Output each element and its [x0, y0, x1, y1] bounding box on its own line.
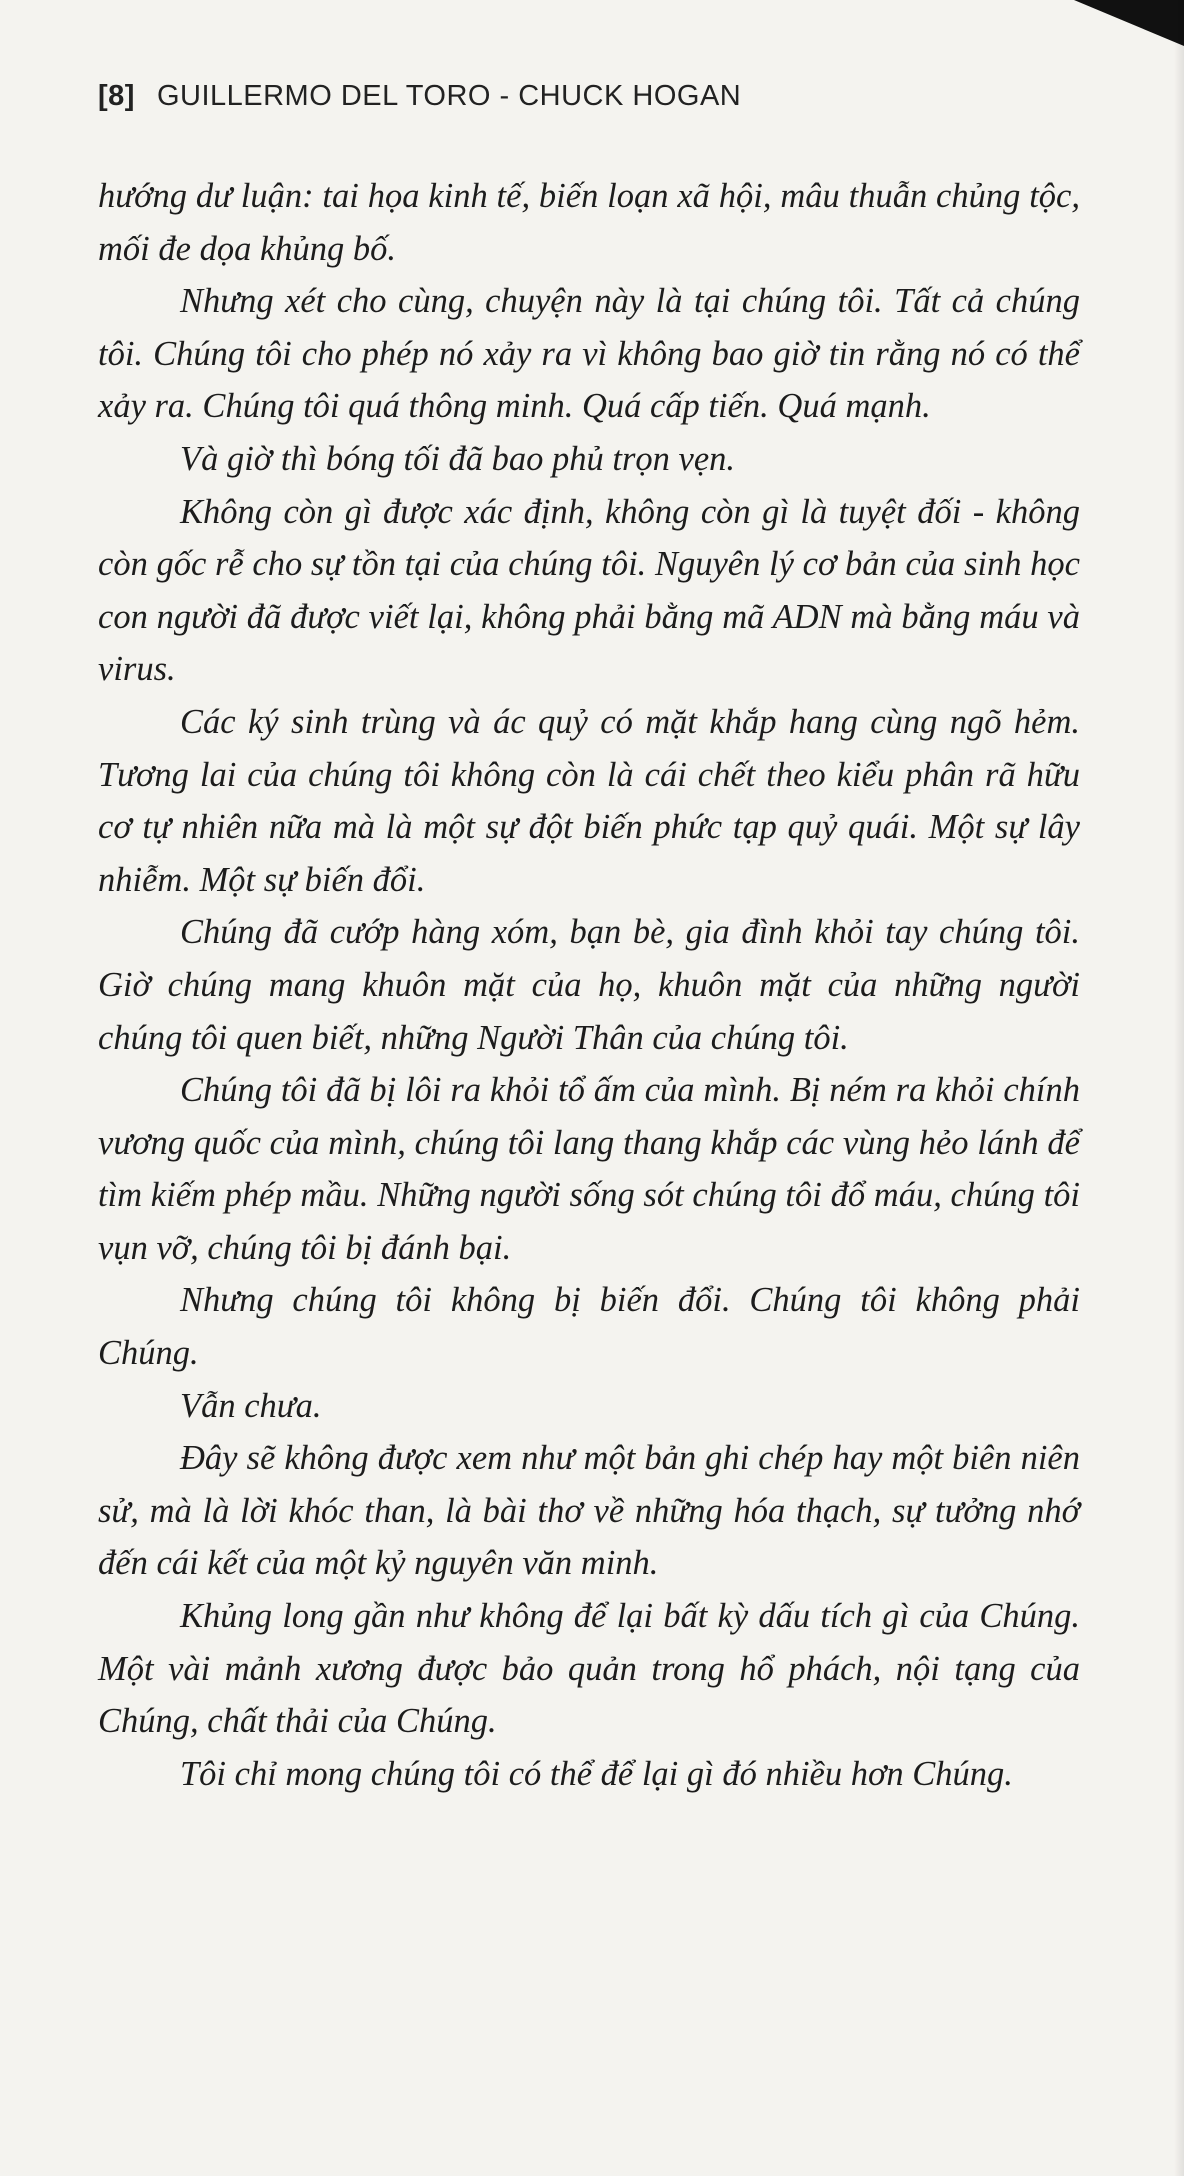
- paragraph-11: Khủng long gần như không để lại bất kỳ dấu tích gì của Chúng. Một vài mảnh xương được bảo quản trong hổ phách, nội tạng của Chúng, chất thải của Chúng.: [98, 1597, 1080, 1741]
- running-header: [98, 80, 741, 113]
- paragraph-5: Các ký sinh trùng và ác quỷ có mặt khắp hang cùng ngõ hẻm. Tương lai của chúng tôi không còn là cái chết theo kiểu phân rã hữu cơ tự nhiên nữa mà là một sự đột biến phức tạp quỷ quái. Một sự lây nhiễm. Một sự biến đổi.: [98, 702, 1080, 899]
- paragraph-10: Đây sẽ không được xem như một bản ghi chép hay một biên niên sử, mà là lời khóc than, là bài thơ về những hóa thạch, sự tưởng nhớ đến cái kết của một kỷ nguyên văn minh.: [98, 1439, 1080, 1583]
- paragraph-12: Tôi chỉ mong chúng tôi có thể để lại gì đó nhiều hơn Chúng.: [180, 1754, 1013, 1793]
- paragraph-1: hướng dư luận: tai họa kinh tế, biến loạn xã hội, mâu thuẫn chủng tộc, mối đe dọa khủng bố.: [98, 177, 1080, 268]
- page-number: [8]: [98, 80, 135, 112]
- running-title: GUILLERMO DEL TORO - CHUCK HOGAN: [156, 80, 742, 112]
- paragraph-7: Chúng tôi đã bị lôi ra khỏi tổ ấm của mình. Bị ném ra khỏi chính vương quốc của mình, chúng tôi lang thang khắp các vùng hẻo lánh để tìm kiếm phép mầu. Những người sống sót chúng tôi đổ máu, chúng tôi vụn vỡ, chúng tôi bị đánh bại.: [98, 1071, 1080, 1267]
- paragraph-2: Nhưng xét cho cùng, chuyện này là tại chúng tôi. Tất cả chúng tôi. Chúng tôi cho phép nó xảy ra vì không bao giờ tin rằng nó có thể xảy ra. Chúng tôi quá thông minh. Quá cấp tiến. Quá mạnh.: [98, 282, 1080, 426]
- paragraph-9: Vẫn chưa.: [180, 1386, 322, 1425]
- body-text: [98, 170, 1080, 1800]
- page-corner-shadow: [1074, 0, 1184, 46]
- paragraph-4: Không còn gì được xác định, không còn gì là tuyệt đối - không còn gốc rễ cho sự tồn tại của chúng tôi. Nguyên lý cơ bản của sinh học con người đã được viết lại, không phải bằng mã ADN mà bằng máu và virus.: [98, 492, 1080, 689]
- paragraph-8: Nhưng chúng tôi không bị biến đổi. Chúng tôi không phải Chúng.: [98, 1281, 1080, 1373]
- paragraph-3: Và giờ thì bóng tối đã bao phủ trọn vẹn.: [180, 439, 736, 478]
- page-edge-shade: [1174, 0, 1184, 2176]
- paragraph-6: Chúng đã cướp hàng xóm, bạn bè, gia đình khỏi tay chúng tôi. Giờ chúng mang khuôn mặt của họ, khuôn mặt của những người chúng tôi quen biết, những Người Thân của chúng tôi.: [98, 913, 1080, 1057]
